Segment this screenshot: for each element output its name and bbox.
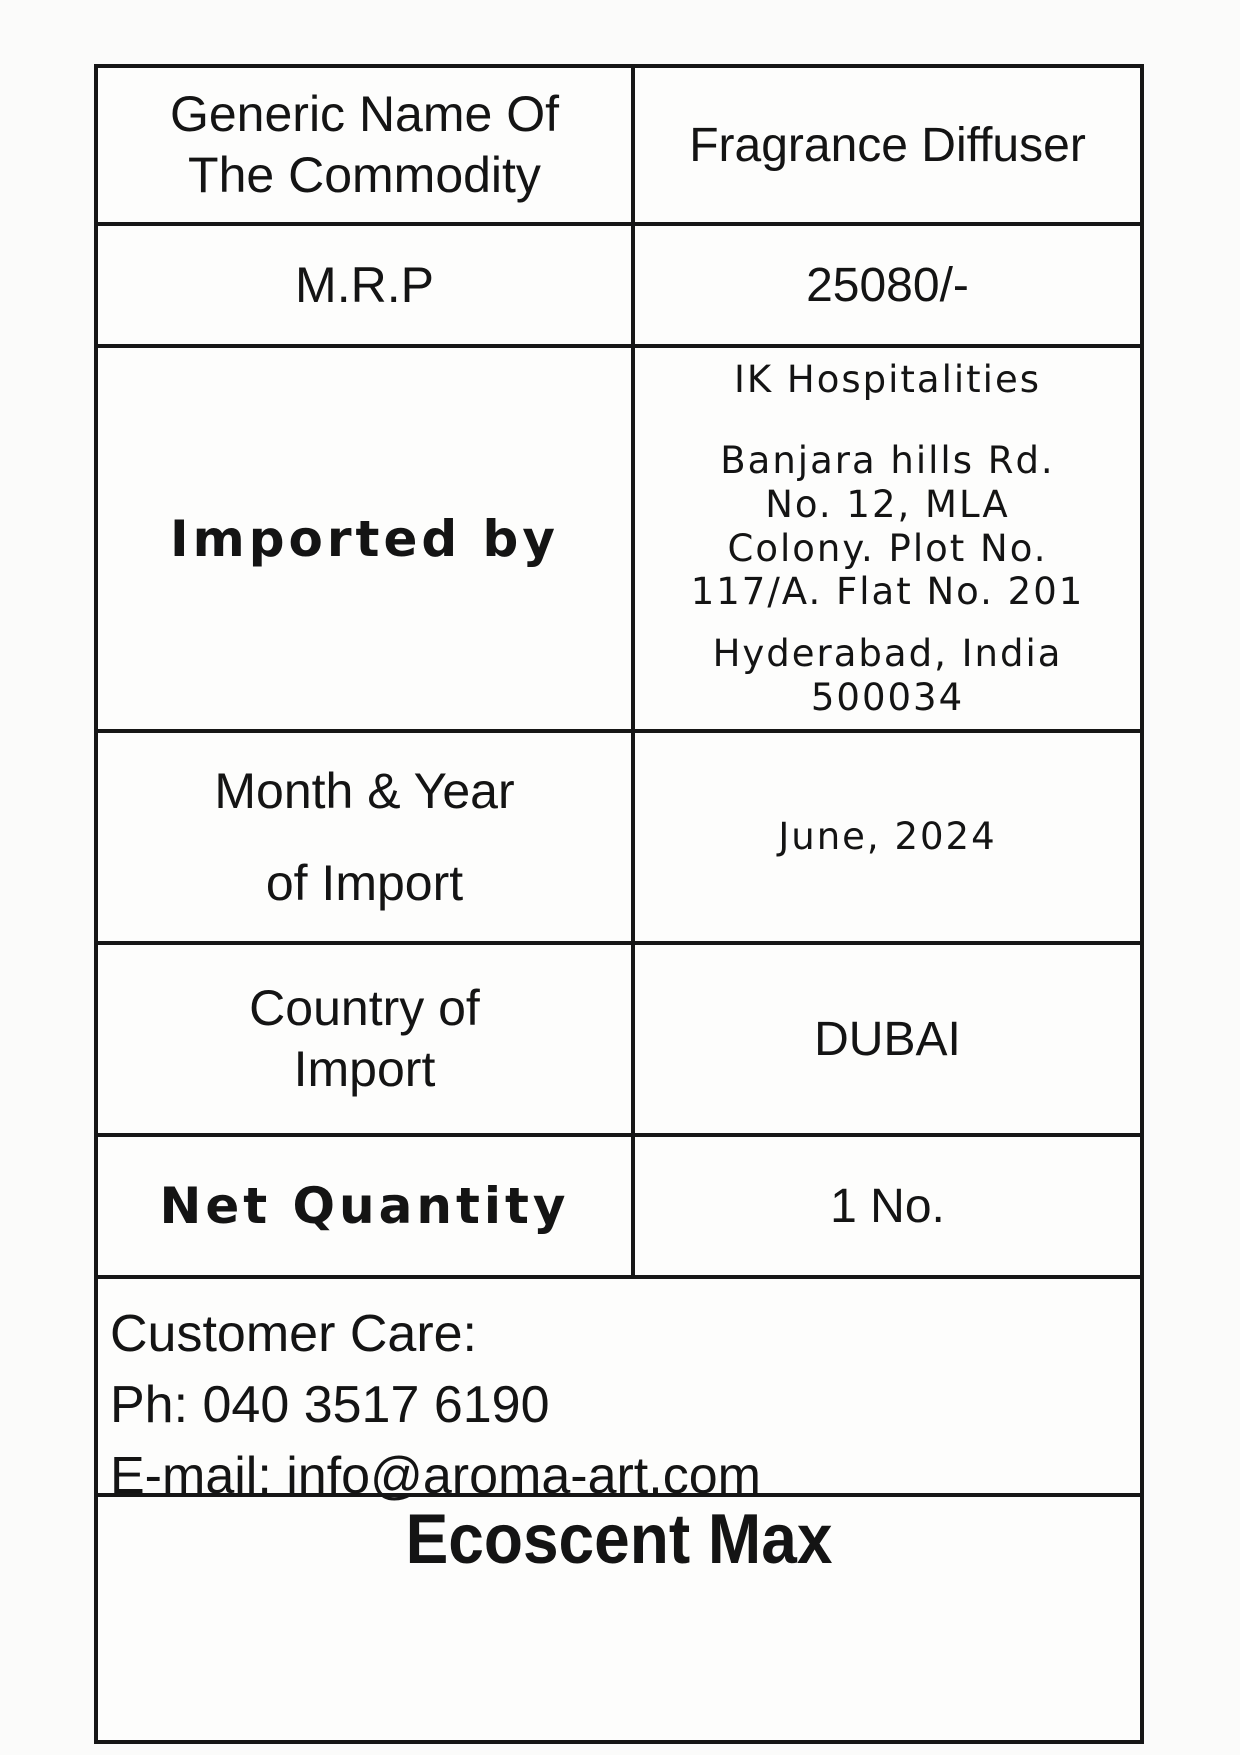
net-quantity-label: Net Quantity [159, 1177, 570, 1235]
address-line: Colony. Plot No. [727, 526, 1048, 570]
customer-care-row [98, 1279, 1140, 1505]
customer-care-email: E-mail: info@aroma-art.com [110, 1447, 761, 1505]
product-label [94, 64, 1144, 1744]
postal-code: 500034 [810, 675, 965, 719]
importer-value-cell [635, 348, 1140, 729]
address-line: No. 12, MLA [765, 483, 1010, 527]
country-value-cell [635, 945, 1140, 1133]
generic-name-value-cell [635, 68, 1140, 222]
country-value: DUBAI [814, 1012, 961, 1066]
mrp-label-cell [98, 226, 635, 344]
net-quantity-value: 1 No. [830, 1179, 945, 1233]
city-line: Hyderabad, India [712, 631, 1063, 675]
brand-name: Ecoscent Max [405, 1498, 833, 1579]
address-line: Banjara hills Rd. [720, 439, 1055, 483]
net-quantity-row [98, 1137, 1140, 1279]
import-date-label-cell [98, 733, 635, 941]
importer-row [98, 348, 1140, 733]
mrp-value: 25080/- [806, 258, 969, 312]
generic-name-value: Fragrance Diffuser [689, 118, 1086, 172]
import-date-value-cell [635, 733, 1140, 941]
customer-care-heading: Customer Care: [110, 1305, 477, 1363]
importer-label-cell [98, 348, 635, 729]
address-line: 117/A. Flat No. 201 [690, 570, 1085, 614]
customer-care-block [110, 1299, 761, 1512]
importer-label: Imported by [170, 509, 559, 568]
country-label-cell [98, 945, 635, 1133]
country-label: Country of Import [249, 980, 480, 1097]
country-row [98, 945, 1140, 1137]
net-quantity-value-cell [635, 1137, 1140, 1275]
generic-name-row [98, 68, 1140, 226]
net-quantity-label-cell [98, 1137, 635, 1275]
brand-row [98, 1497, 1140, 1740]
importer-address [691, 358, 1085, 720]
mrp-value-cell [635, 226, 1140, 344]
mrp-row [98, 226, 1140, 348]
importer-company: IK Hospitalities [733, 357, 1041, 401]
generic-name-label: Generic Name Of The Commodity [169, 86, 559, 203]
import-date-row [98, 733, 1140, 945]
mrp-label: M.R.P [295, 256, 434, 313]
import-date-label: Month & Year of Import [214, 762, 515, 911]
customer-care-phone: Ph: 040 3517 6190 [110, 1376, 550, 1434]
import-date-value: June, 2024 [778, 815, 997, 859]
generic-name-label-cell [98, 68, 635, 222]
